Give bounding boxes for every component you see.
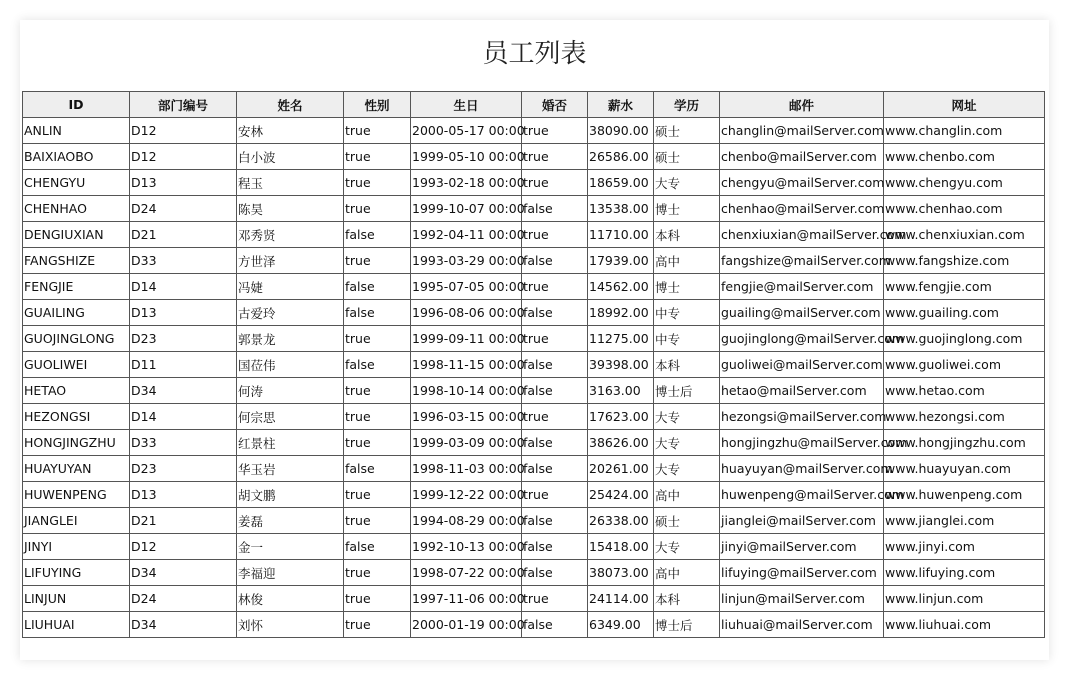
cell-id: GUOLIWEI [23,352,130,378]
cell-education: 本科 [654,222,720,248]
cell-salary: 15418.00 [588,534,654,560]
column-header-gender: 性别 [344,92,411,118]
cell-dept-code: D12 [130,144,237,170]
cell-birthday: 1999-10-07 00:00 [411,196,522,222]
cell-website: www.hetao.com [884,378,1045,404]
cell-website: www.hezongsi.com [884,404,1045,430]
cell-birthday: 1999-03-09 00:00 [411,430,522,456]
cell-education: 高中 [654,482,720,508]
cell-salary: 18992.00 [588,300,654,326]
cell-salary: 20261.00 [588,456,654,482]
table-header-row [23,92,1045,118]
cell-gender: true [344,378,411,404]
cell-gender: false [344,456,411,482]
cell-salary: 17623.00 [588,404,654,430]
cell-email: liuhuai@mailServer.com [720,612,884,638]
cell-name: 林俊 [237,586,344,612]
cell-education: 高中 [654,248,720,274]
cell-website: www.chenhao.com [884,196,1045,222]
table-row [23,352,1045,378]
cell-email: guoliwei@mailServer.com [720,352,884,378]
cell-name: 白小波 [237,144,344,170]
cell-salary: 6349.00 [588,612,654,638]
cell-gender: true [344,508,411,534]
table-row [23,612,1045,638]
cell-birthday: 1995-07-05 00:00 [411,274,522,300]
cell-id: LIUHUAI [23,612,130,638]
cell-gender: true [344,170,411,196]
cell-birthday: 1998-11-03 00:00 [411,456,522,482]
cell-birthday: 1996-03-15 00:00 [411,404,522,430]
cell-education: 本科 [654,586,720,612]
cell-salary: 14562.00 [588,274,654,300]
cell-married: true [522,222,588,248]
cell-id: CHENGYU [23,170,130,196]
cell-birthday: 2000-05-17 00:00 [411,118,522,144]
cell-education: 大专 [654,170,720,196]
page-title: 员工列表 [482,39,587,69]
table-row [23,300,1045,326]
cell-married: true [522,586,588,612]
cell-gender: true [344,144,411,170]
cell-birthday: 1993-02-18 00:00 [411,170,522,196]
cell-id: DENGIUXIAN [23,222,130,248]
cell-id: FANGSHIZE [23,248,130,274]
cell-email: jinyi@mailServer.com [720,534,884,560]
cell-id: LIFUYING [23,560,130,586]
cell-birthday: 1999-09-11 00:00 [411,326,522,352]
cell-birthday: 1998-10-14 00:00 [411,378,522,404]
cell-gender: false [344,274,411,300]
cell-salary: 3163.00 [588,378,654,404]
cell-salary: 17939.00 [588,248,654,274]
cell-married: false [522,534,588,560]
cell-name: 刘怀 [237,612,344,638]
table-row [23,222,1045,248]
cell-name: 红景柱 [237,430,344,456]
cell-email: chenhao@mailServer.com [720,196,884,222]
cell-name: 国莅伟 [237,352,344,378]
cell-dept-code: D23 [130,456,237,482]
cell-website: www.fangshize.com [884,248,1045,274]
cell-id: HONGJINGZHU [23,430,130,456]
cell-id: JINYI [23,534,130,560]
cell-website: www.fengjie.com [884,274,1045,300]
cell-website: www.huayuyan.com [884,456,1045,482]
cell-dept-code: D24 [130,196,237,222]
cell-id: GUAILING [23,300,130,326]
cell-website: www.hongjingzhu.com [884,430,1045,456]
cell-married: false [522,300,588,326]
table-row [23,248,1045,274]
cell-married: false [522,196,588,222]
cell-birthday: 1999-12-22 00:00 [411,482,522,508]
cell-id: HUAYUYAN [23,456,130,482]
column-header-birthday: 生日 [411,92,522,118]
cell-email: hongjingzhu@mailServer.com [720,430,884,456]
cell-married: false [522,248,588,274]
cell-name: 郭景龙 [237,326,344,352]
cell-gender: true [344,404,411,430]
cell-gender: true [344,196,411,222]
cell-birthday: 1998-07-22 00:00 [411,560,522,586]
cell-name: 邓秀贤 [237,222,344,248]
cell-education: 硕士 [654,118,720,144]
cell-married: true [522,326,588,352]
cell-education: 博士 [654,274,720,300]
cell-dept-code: D13 [130,170,237,196]
cell-gender: false [344,534,411,560]
cell-dept-code: D21 [130,222,237,248]
cell-email: huwenpeng@mailServer.com [720,482,884,508]
cell-married: true [522,170,588,196]
cell-dept-code: D12 [130,534,237,560]
cell-email: fengjie@mailServer.com [720,274,884,300]
cell-salary: 39398.00 [588,352,654,378]
cell-married: false [522,378,588,404]
cell-id: HETAO [23,378,130,404]
cell-salary: 24114.00 [588,586,654,612]
cell-id: HUWENPENG [23,482,130,508]
cell-id: CHENHAO [23,196,130,222]
cell-gender: false [344,352,411,378]
cell-name: 安林 [237,118,344,144]
cell-gender: true [344,560,411,586]
cell-married: false [522,560,588,586]
cell-birthday: 1999-05-10 00:00 [411,144,522,170]
cell-salary: 38626.00 [588,430,654,456]
cell-dept-code: D24 [130,586,237,612]
cell-email: fangshize@mailServer.com [720,248,884,274]
cell-name: 李福迎 [237,560,344,586]
cell-education: 本科 [654,352,720,378]
cell-gender: false [344,222,411,248]
cell-email: hetao@mailServer.com [720,378,884,404]
cell-id: JIANGLEI [23,508,130,534]
cell-birthday: 1994-08-29 00:00 [411,508,522,534]
cell-dept-code: D13 [130,300,237,326]
cell-dept-code: D14 [130,274,237,300]
cell-email: guailing@mailServer.com [720,300,884,326]
cell-email: chengyu@mailServer.com [720,170,884,196]
cell-salary: 26586.00 [588,144,654,170]
cell-birthday: 1996-08-06 00:00 [411,300,522,326]
table-row [23,430,1045,456]
cell-salary: 38073.00 [588,560,654,586]
cell-name: 胡文鹏 [237,482,344,508]
column-header-website: 网址 [884,92,1045,118]
cell-married: true [522,482,588,508]
table-row [23,534,1045,560]
cell-dept-code: D23 [130,326,237,352]
column-header-education: 学历 [654,92,720,118]
column-header-dept-code: 部门编号 [130,92,237,118]
cell-salary: 26338.00 [588,508,654,534]
cell-website: www.chenxiuxian.com [884,222,1045,248]
cell-name: 华玉岩 [237,456,344,482]
cell-education: 高中 [654,560,720,586]
column-header-name: 姓名 [237,92,344,118]
cell-education: 博士 [654,196,720,222]
cell-name: 陈昊 [237,196,344,222]
table-row [23,144,1045,170]
cell-id: FENGJIE [23,274,130,300]
cell-dept-code: D11 [130,352,237,378]
cell-gender: false [344,300,411,326]
cell-email: lifuying@mailServer.com [720,560,884,586]
cell-married: false [522,430,588,456]
cell-name: 方世泽 [237,248,344,274]
cell-birthday: 1993-03-29 00:00 [411,248,522,274]
table-row [23,456,1045,482]
column-header-id: ID [23,92,130,118]
table-row [23,378,1045,404]
cell-birthday: 1997-11-06 00:00 [411,586,522,612]
cell-education: 博士后 [654,378,720,404]
cell-gender: true [344,482,411,508]
cell-id: GUOJINGLONG [23,326,130,352]
cell-name: 金一 [237,534,344,560]
cell-name: 冯婕 [237,274,344,300]
cell-dept-code: D12 [130,118,237,144]
cell-salary: 13538.00 [588,196,654,222]
column-header-email: 邮件 [720,92,884,118]
cell-dept-code: D14 [130,404,237,430]
table-body [23,118,1045,638]
cell-married: true [522,144,588,170]
cell-married: false [522,352,588,378]
cell-email: linjun@mailServer.com [720,586,884,612]
cell-education: 大专 [654,534,720,560]
cell-education: 大专 [654,430,720,456]
cell-married: true [522,118,588,144]
cell-gender: true [344,118,411,144]
cell-birthday: 1998-11-15 00:00 [411,352,522,378]
cell-married: false [522,612,588,638]
cell-salary: 11710.00 [588,222,654,248]
cell-dept-code: D13 [130,482,237,508]
cell-dept-code: D33 [130,430,237,456]
cell-email: guojinglong@mailServer.com [720,326,884,352]
table-row [23,118,1045,144]
cell-salary: 25424.00 [588,482,654,508]
cell-website: www.guoliwei.com [884,352,1045,378]
cell-gender: true [344,326,411,352]
cell-website: www.chengyu.com [884,170,1045,196]
cell-married: false [522,508,588,534]
cell-dept-code: D34 [130,612,237,638]
cell-dept-code: D34 [130,560,237,586]
cell-birthday: 1992-04-11 00:00 [411,222,522,248]
cell-gender: true [344,586,411,612]
cell-gender: true [344,430,411,456]
cell-website: www.huwenpeng.com [884,482,1045,508]
cell-website: www.changlin.com [884,118,1045,144]
table-row [23,560,1045,586]
cell-education: 硕士 [654,508,720,534]
cell-name: 古爱玲 [237,300,344,326]
table-row [23,326,1045,352]
cell-married: true [522,404,588,430]
cell-website: www.lifuying.com [884,560,1045,586]
table-row [23,196,1045,222]
cell-dept-code: D34 [130,378,237,404]
cell-website: www.jianglei.com [884,508,1045,534]
cell-email: jianglei@mailServer.com [720,508,884,534]
table-row [23,274,1045,300]
table-row [23,170,1045,196]
table-row [23,482,1045,508]
cell-gender: true [344,248,411,274]
table-row [23,586,1045,612]
cell-name: 姜磊 [237,508,344,534]
cell-dept-code: D21 [130,508,237,534]
cell-name: 何宗思 [237,404,344,430]
cell-email: huayuyan@mailServer.com [720,456,884,482]
cell-education: 博士后 [654,612,720,638]
cell-email: hezongsi@mailServer.com [720,404,884,430]
cell-email: changlin@mailServer.com [720,118,884,144]
cell-education: 大专 [654,456,720,482]
cell-salary: 38090.00 [588,118,654,144]
cell-website: www.chenbo.com [884,144,1045,170]
cell-education: 中专 [654,300,720,326]
cell-website: www.jinyi.com [884,534,1045,560]
cell-id: ANLIN [23,118,130,144]
cell-id: BAIXIAOBO [23,144,130,170]
table-row [23,508,1045,534]
cell-name: 程玉 [237,170,344,196]
column-header-salary: 薪水 [588,92,654,118]
cell-id: LINJUN [23,586,130,612]
cell-website: www.guailing.com [884,300,1045,326]
employee-table [22,91,1045,638]
cell-name: 何涛 [237,378,344,404]
cell-email: chenxiuxian@mailServer.com [720,222,884,248]
cell-salary: 11275.00 [588,326,654,352]
cell-id: HEZONGSI [23,404,130,430]
cell-married: true [522,274,588,300]
cell-website: www.liuhuai.com [884,612,1045,638]
cell-birthday: 1992-10-13 00:00 [411,534,522,560]
cell-website: www.guojinglong.com [884,326,1045,352]
cell-education: 中专 [654,326,720,352]
table-row [23,404,1045,430]
column-header-married: 婚否 [522,92,588,118]
cell-salary: 18659.00 [588,170,654,196]
cell-gender: true [344,612,411,638]
cell-married: false [522,456,588,482]
cell-dept-code: D33 [130,248,237,274]
cell-website: www.linjun.com [884,586,1045,612]
cell-email: chenbo@mailServer.com [720,144,884,170]
cell-education: 硕士 [654,144,720,170]
cell-education: 大专 [654,404,720,430]
cell-birthday: 2000-01-19 00:00 [411,612,522,638]
